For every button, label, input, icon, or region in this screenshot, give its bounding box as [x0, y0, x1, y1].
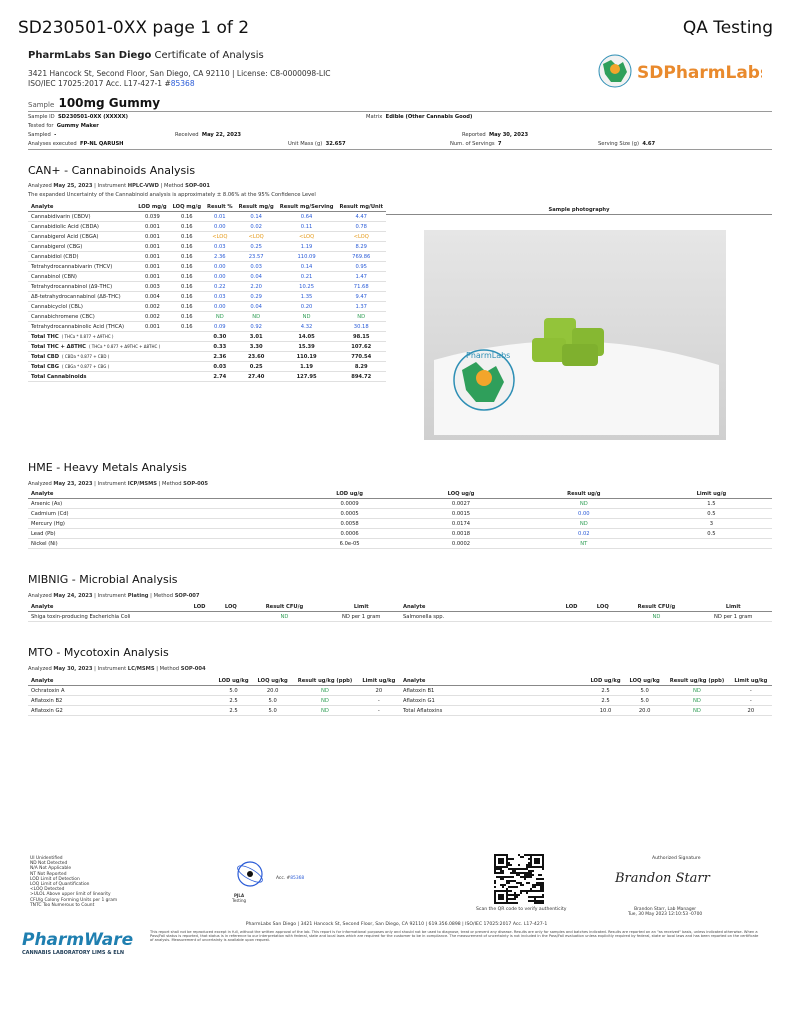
- mycotoxin-analyzed: Analyzed May 30, 2023 | Instrument LC/MSMS | Method SOP-004: [28, 666, 206, 672]
- divider: [28, 111, 772, 112]
- table-row: Nickel (Ni) 6.0e-05 0.0002 NT: [28, 539, 772, 549]
- legend-item: UI Unidentified: [30, 856, 63, 861]
- table-row: Ochratoxin A 5.0 20.0 ND 20 Aflatoxin B1 2.5 5.0 ND -: [28, 686, 772, 696]
- table-row: Aflatoxin B2 2.5 5.0 ND - Aflatoxin G1 2.5 5.0 ND -: [28, 696, 772, 706]
- table-header-row: Analyte LOD LOQ Result CFU/g Limit Analyte LOD LOQ Result CFU/g Limit: [28, 602, 772, 612]
- sampled: Sampled -: [28, 132, 57, 138]
- table-row: Tetrahydrocannabinolic Acid (THCA) 0.001 0.16 0.09 0.92 4.32 30.18: [28, 322, 386, 332]
- address-line: 3421 Hancock St, Second Floor, San Diego, CA 92110 | License: C8-0000098-LIC: [28, 69, 331, 78]
- heavy-metals-table: [28, 489, 772, 549]
- table-row: Cannabidiolic Acid (CBDA) 0.001 0.16 0.00 0.02 0.11 0.78: [28, 222, 386, 232]
- legend-item: CFU/g Colony Forming Units per 1 gram: [30, 897, 118, 903]
- serving-size: Serving Size (g) 4.67: [598, 141, 656, 147]
- sample-photo: [424, 230, 726, 440]
- qa-testing-title: QA Testing: [682, 18, 773, 38]
- matrix: Matrix Edible (Other Cannabis Good): [366, 114, 473, 120]
- total-row: Total THC + Δ8THC ( THCa * 0.877 + Δ9THC + Δ8THC ) 0.33 3.30 15.39 107.62: [28, 342, 386, 352]
- doc-type: Certificate of Analysis: [154, 50, 264, 61]
- sample-id: Sample ID SD230501-0XX (XXXXX): [28, 114, 128, 120]
- legend-item: N/A Not Applicable: [30, 866, 72, 872]
- lab-name: PharmLabs San Diego: [28, 50, 152, 61]
- qr-code[interactable]: [494, 854, 544, 908]
- pjla-label: PJLA Testing: [232, 893, 247, 903]
- tested-for: Tested for Gummy Maker: [28, 123, 99, 129]
- pharmware-logo: [22, 930, 132, 956]
- microbial-title: MIBNIG - Microbial Analysis: [28, 573, 178, 586]
- heavy-metals-title: HME - Heavy Metals Analysis: [28, 461, 187, 474]
- pharmware-name: PharmWare: [22, 930, 134, 950]
- fine-print: This report shall not be reproduced except in full, without the written approval of the lab. This report is for informational purposes only and should not be used to diagnose, treat or prevent any disease. Results are only for samples and batches indicated. Results are reported on an "as received" basis, unless indicated otherwise. When a Pass/Fail status is reported, that status is in reference to our interpretation with federal, state and local laws which are required for the customer to be in compliance. The measurement of uncertainty is not included in the Pass/Fail evaluation unless explicitly required by federal, state or local laws and has been reported on the certificate of analysis. Measurement of uncertainty is available upon request.: [150, 930, 759, 943]
- table-row: Tetrahydrocannabinol (Δ9-THC) 0.003 0.16 0.22 2.20 10.25 71.68: [28, 282, 386, 292]
- heavy-metals-analyzed: Analyzed May 23, 2023 | Instrument ICP/MSMS | Method SOP-005: [28, 481, 209, 487]
- legend-item: <LOQ Detected: [30, 887, 65, 893]
- table-row: Cannabinol (CBN) 0.001 0.16 0.00 0.04 0.21 1.47: [28, 272, 386, 282]
- microbial-analyzed: Analyzed May 24, 2023 | Instrument Plating | Method SOP-007: [28, 593, 200, 599]
- lab-name-line: [28, 50, 264, 61]
- iso-number[interactable]: 85368: [170, 79, 195, 88]
- sdpharmlabs-logo: [597, 52, 762, 90]
- uncertainty-note: The expanded Uncertainty of the Cannabinoid analysis is approximately ± 8.06% at the 95% Confidence Level: [28, 192, 316, 198]
- divider: [386, 214, 772, 215]
- pjla-acc: Acc. #85368: [276, 876, 305, 881]
- cannabinoids-table: [28, 202, 386, 382]
- signature-meta: Brandon Starr, Lab Manager Tue, 30 May 2023 12:10:53 -0700: [628, 907, 703, 918]
- table-row: Shiga toxin-producing Escherichia Coli ND ND per 1 gram Salmonella spp. ND ND per 1 gram: [28, 612, 772, 622]
- table-row: Aflatoxin G2 2.5 5.0 ND - Total Aflatoxins 10.0 20.0 ND 20: [28, 706, 772, 716]
- table-row: Cannabichromene (CBC) 0.002 0.16 ND ND ND ND: [28, 312, 386, 322]
- logo-text: SDPharmLabs: [637, 63, 762, 83]
- seal-text: PharmLabs: [466, 351, 511, 360]
- table-row: Cannabidivarin (CBDV) 0.039 0.16 0.01 0.14 0.64 4.47: [28, 212, 386, 222]
- analyses-executed: Analyses executed FP-NL QARUSH: [28, 141, 124, 147]
- footer-address: PharmLabs San Diego | 3421 Hancock St, Second Floor, San Diego, CA 92110 | 619.356.0898 | ISO/IEC 17025:2017 Acc. L17-427-1: [245, 922, 548, 927]
- divider: [28, 149, 772, 150]
- qr-label: Scan the QR code to verify authenticity: [476, 907, 567, 912]
- legend-item: NT Not Reported: [30, 871, 67, 877]
- table-row: Δ8-tetrahydrocannabinol (Δ8-THC) 0.004 0.16 0.03 0.29 1.35 9.47: [28, 292, 386, 302]
- table-row: Arsenic (As) 0.0009 0.0027 ND 1.5: [28, 499, 772, 509]
- table-header-row: Analyte LOD mg/g LOQ mg/g Result % Result mg/g Result mg/Serving Result mg/Unit: [28, 202, 386, 212]
- photo-label: Sample photography: [548, 207, 610, 213]
- legend-item: LOD Limit of Detection: [30, 876, 80, 882]
- table-row: Tetrahydrocannabivarin (THCV) 0.001 0.16 0.00 0.03 0.14 0.95: [28, 262, 386, 272]
- cannabinoids-analyzed: Analyzed May 25, 2023 | Instrument HPLC-VWD | Method SOP-001: [28, 183, 210, 189]
- reported: Reported May 30, 2023: [462, 132, 529, 138]
- table-row: Cannabigerol (CBG) 0.001 0.16 0.03 0.25 1.19 8.29: [28, 242, 386, 252]
- document-id: SD230501-0XX page 1 of 2: [18, 18, 250, 38]
- total-row: Total CBG ( CBGa * 0.877 + CBG ) 0.03 0.25 1.19 8.29: [28, 362, 386, 372]
- total-row: Total CBD ( CBDa * 0.877 + CBD ) 2.36 23.60 110.19 770.54: [28, 352, 386, 362]
- table-row: Cannabigerol Acid (CBGA) 0.001 0.16 <LOQ <LOQ <LOQ <LOQ: [28, 232, 386, 242]
- signature: Brandon Starr: [615, 871, 710, 886]
- unit-mass: Unit Mass (g) 32.657: [288, 141, 346, 147]
- num-servings: Num. of Servings 7: [450, 141, 502, 147]
- total-row: Total Cannabinoids 2.74 27.40 127.95 894.72: [28, 372, 386, 382]
- table-row: Lead (Pb) 0.0006 0.0018 0.02 0.5: [28, 529, 772, 539]
- table-row: Cannabidiol (CBD) 0.001 0.16 2.36 23.57 110.09 769.86: [28, 252, 386, 262]
- table-header-row: Analyte LOD ug/kg LOQ ug/kg Result ug/kg (ppb) Limit ug/kg Analyte LOD ug/kg LOQ ug/kg Result ug/kg (ppb) Limit ug/kg: [28, 676, 772, 686]
- legend-item: LOQ Limit of Quantification: [30, 882, 90, 888]
- table-row: Cannabicyclol (CBL) 0.002 0.16 0.00 0.04 0.20 1.37: [28, 302, 386, 312]
- sample-name: 100mg Gummy: [58, 96, 161, 110]
- legend-item: ND Not Detected: [30, 861, 68, 867]
- lab-address: [28, 69, 408, 89]
- table-header-row: Analyte LOD ug/g LOQ ug/g Result ug/g Limit ug/g: [28, 489, 772, 499]
- table-row: Cadmium (Cd) 0.0005 0.0015 0.00 0.5: [28, 509, 772, 519]
- microbial-table: [28, 602, 772, 622]
- legend-item: >ULOL Above upper limit of linearity: [30, 892, 111, 898]
- received: Received May 22, 2023: [175, 132, 242, 138]
- table-row: Mercury (Hg) 0.0058 0.0174 ND 3: [28, 519, 772, 529]
- sample-line: Sample 100mg Gummy: [28, 96, 161, 110]
- cannabinoids-title: CAN+ - Cannabinoids Analysis: [28, 164, 196, 177]
- mycotoxin-title: MTO - Mycotoxin Analysis: [28, 646, 169, 659]
- abbreviation-legend: [30, 856, 117, 908]
- mycotoxin-table: [28, 676, 772, 716]
- legend-item: TNTC Too Numerous to Count: [30, 902, 95, 908]
- iso-line: ISO/IEC 17025:2017 Acc. L17-427-1 #85368: [28, 79, 195, 88]
- pjla-logo: [230, 858, 270, 898]
- pharmware-tag: CANNABIS LABORATORY LIMS & ELN: [22, 950, 125, 956]
- pjla-acc-number[interactable]: 85368: [290, 876, 305, 881]
- total-row: Total THC ( THCa * 0.877 + Δ9THC ) 0.30 3.01 14.05 98.15: [28, 332, 386, 342]
- signature-label: Authorized Signature: [652, 856, 701, 861]
